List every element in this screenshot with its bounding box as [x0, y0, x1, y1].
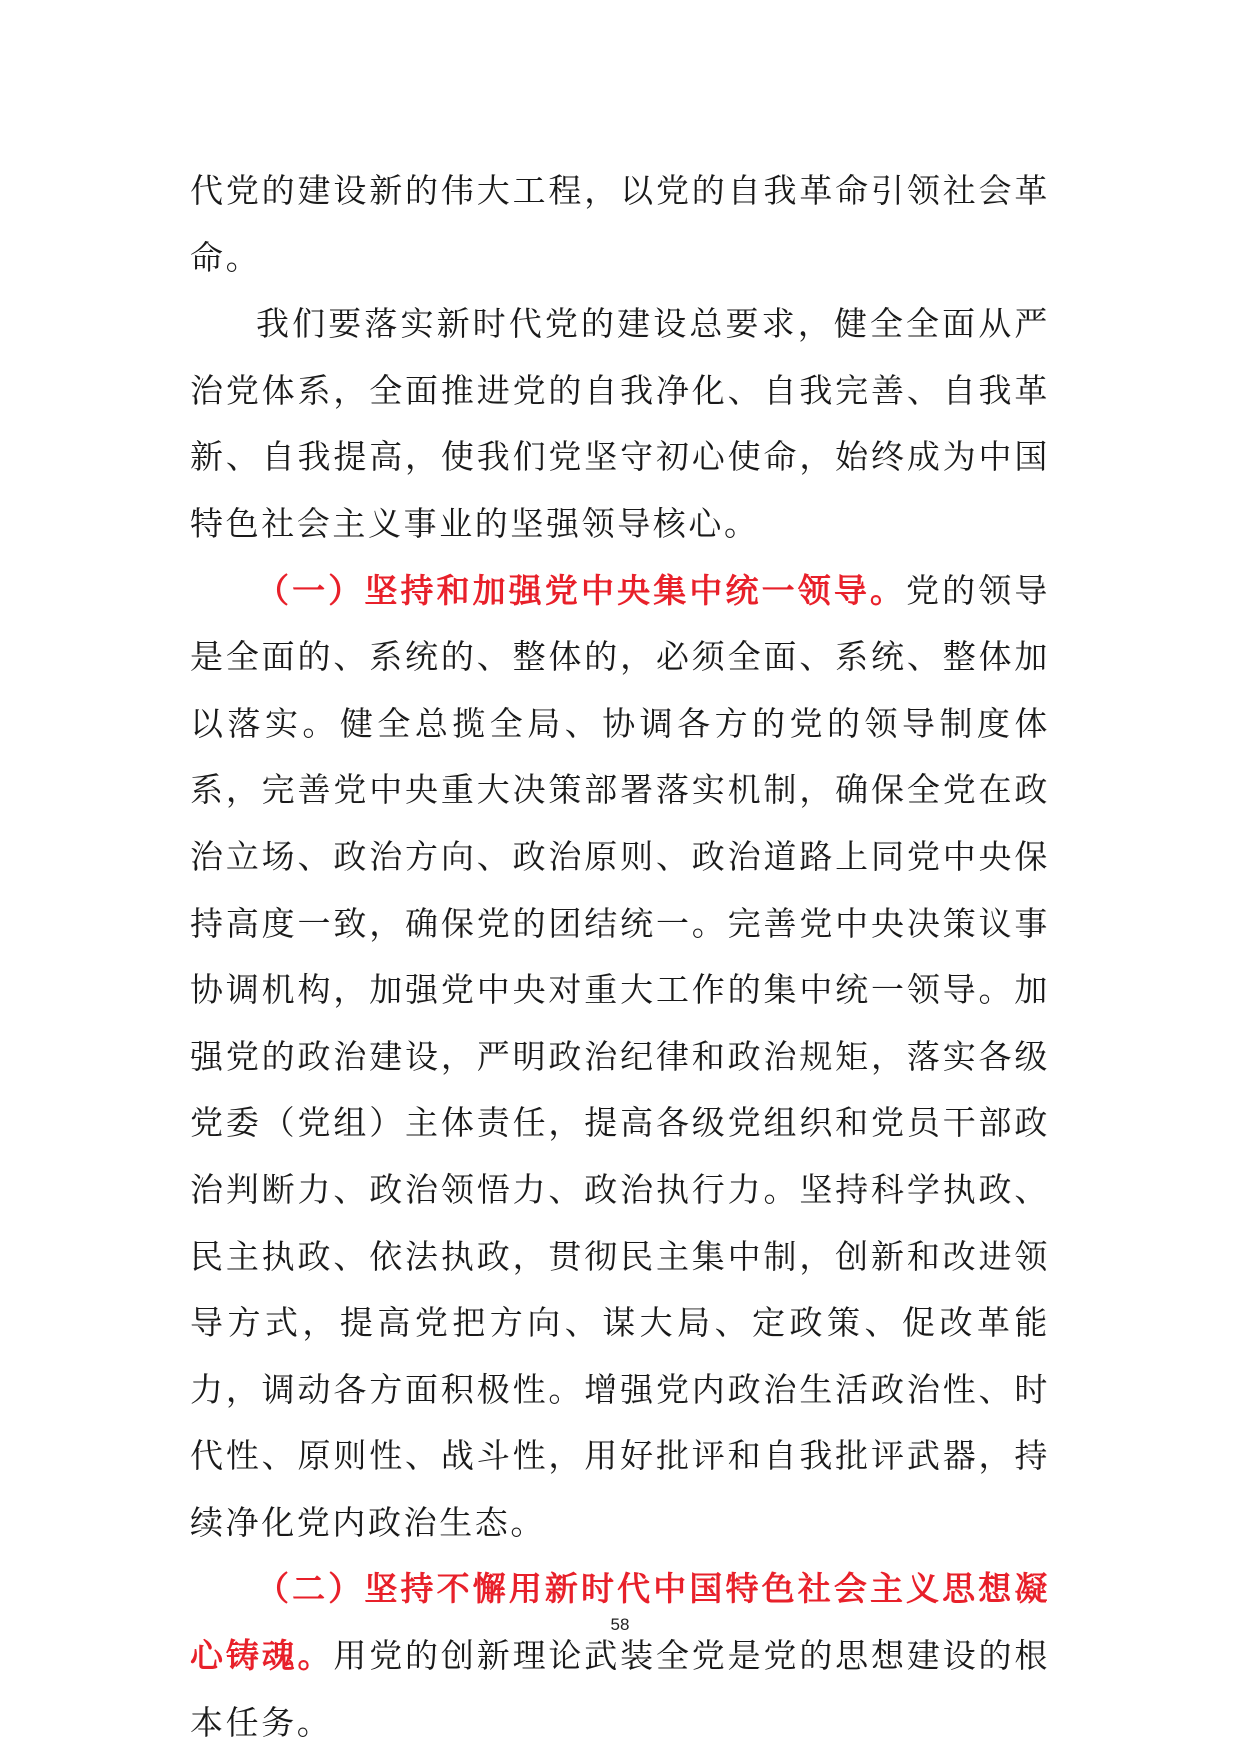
body-text: [190, 158, 1050, 1756]
paragraph-text: 代党的建设新的伟大工程，以党的自我革命引领社会革命。: [190, 171, 1050, 277]
paragraph-text: 党的领导是全面的、系统的、整体的，必须全面、系统、整体加以落实。健全总揽全局、协调各方的党的领导制度体系，完善党中央重大决策部署落实机制，确保全党在政治立场、政治方向、政治原则、政治道路上同党中央保持高度一致，确保党的团结统一。完善党中央决策议事协调机构，加强党中央对重大工作的集中统一领导。加强党的政治建设，严明政治纪律和政治规矩，落实各级党委（党组）主体责任，提高各级党组织和党员干部政治判断力、政治领悟力、政治执行力。坚持科学执政、民主执政、依法执政，贯彻民主集中制，创新和改进领导方式，提高党把方向、谋大局、定政策、促改革能力，调动各方面积极性。增强党内政治生活政治性、时代性、原则性、战斗性，用好批评和自我批评武器，持续净化党内政治生态。: [190, 570, 1050, 1542]
section-heading-two: （二）坚持不懈用新时代中国特色社会主义思想凝心铸魂。: [190, 1569, 1050, 1676]
paragraph-continuation: [190, 158, 1050, 291]
section-heading-one: （一）坚持和加强党中央集中统一领导。: [256, 570, 907, 610]
paragraph-text: 我们要落实新时代党的建设总要求，健全全面从严治党体系，全面推进党的自我净化、自我完善、自我革新、自我提高，使我们党坚守初心使命，始终成为中国特色社会主义事业的坚强领导核心。: [190, 304, 1050, 543]
page-number: 58: [610, 1615, 630, 1634]
paragraph-text: 用党的创新理论武装全党是党的思想建设的根本任务。: [190, 1636, 1050, 1742]
paragraph-section-one: [190, 558, 1050, 1557]
paragraph-requirements: [190, 291, 1050, 557]
paragraph-section-two: [190, 1556, 1050, 1756]
